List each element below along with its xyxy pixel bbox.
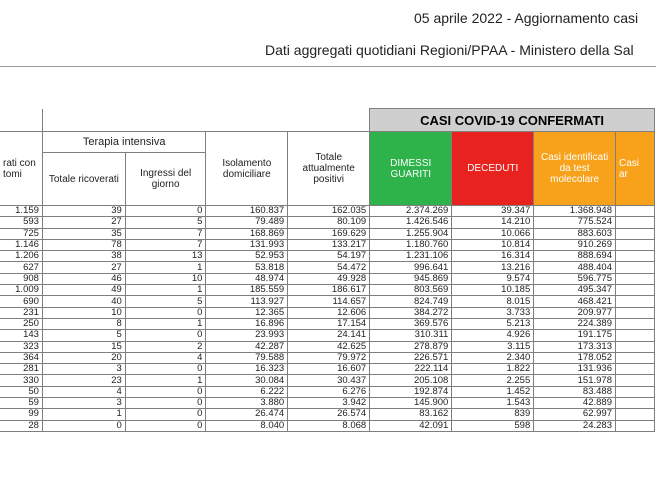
table-cell: 2.255 [452,375,534,386]
table-row [0,251,655,262]
table-cell: 48.974 [206,273,288,284]
table-cell: 143 [0,330,42,341]
table-cell: 2.374.269 [370,206,452,217]
blank-cell [0,109,42,132]
table-cell-cut [615,318,654,329]
table-cell-cut [615,364,654,375]
table-cell: 16.323 [206,364,288,375]
table-cell-cut [615,217,654,228]
table-cell: 160.837 [206,206,288,217]
table-cell: 83.162 [370,409,452,420]
table-cell: 78 [42,239,125,250]
table-cell-cut [615,352,654,363]
table-cell: 226.571 [370,352,452,363]
table-row [0,296,655,307]
table-cell: 488.404 [534,262,616,273]
header-totale-positivi: Totale attualmente positivi [288,132,370,206]
table-cell: 0 [125,398,206,409]
table-cell: 46 [42,273,125,284]
table-row [0,398,655,409]
table-row [0,352,655,363]
table-row [0,262,655,273]
table-cell: 23 [42,375,125,386]
table-cell: 468.421 [534,296,616,307]
table-cell: 5 [42,330,125,341]
table-cell: 330 [0,375,42,386]
table-cell: 281 [0,364,42,375]
report-source-subtitle: Dati aggregati quotidiani Regioni/PPAA - Ministero della Sal [265,42,634,58]
table-cell: 1 [125,285,206,296]
table-row [0,285,655,296]
table-row [0,420,655,431]
table-cell: 169.629 [288,228,370,239]
table-cell: 38 [42,251,125,262]
header-deceduti: DECEDUTI [452,132,534,206]
table-cell-cut [615,228,654,239]
table-cell: 593 [0,217,42,228]
table-row [0,307,655,318]
table-cell: 627 [0,262,42,273]
table-cell: 133.217 [288,239,370,250]
table-cell: 1.822 [452,364,534,375]
table-cell-cut [615,285,654,296]
table-cell: 14.210 [452,217,534,228]
table-cell: 39 [42,206,125,217]
table-cell: 62.997 [534,409,616,420]
table-row [0,330,655,341]
table-cell-cut [615,296,654,307]
table-cell: 231 [0,307,42,318]
table-cell: 323 [0,341,42,352]
table-row [0,273,655,284]
table-cell: 2 [125,341,206,352]
table-cell: 495.347 [534,285,616,296]
table-cell: 0 [42,420,125,431]
table-cell: 54.472 [288,262,370,273]
table-cell: 10 [125,273,206,284]
header-dimessi-guariti: DIMESSI GUARITI [370,132,452,206]
table-cell: 209.977 [534,307,616,318]
table-cell: 4 [125,352,206,363]
table-cell: 1.180.760 [370,239,452,250]
table-cell-cut [615,386,654,397]
table-cell: 0 [125,330,206,341]
table-cell: 222.114 [370,364,452,375]
table-cell: 1 [125,375,206,386]
table-cell: 1.231.106 [370,251,452,262]
table-cell-cut [615,409,654,420]
covid-cases-table [0,108,655,432]
table-cell: 3.115 [452,341,534,352]
table-cell: 7 [125,228,206,239]
table-row [0,217,655,228]
table-cell: 824.749 [370,296,452,307]
table-cell: 162.035 [288,206,370,217]
table-row [0,386,655,397]
table-cell: 9.574 [452,273,534,284]
header-ti-ingressi: Ingressi del giorno [125,153,206,206]
table-cell: 24.141 [288,330,370,341]
table-cell: 3 [42,398,125,409]
table-cell: 79.489 [206,217,288,228]
table-cell: 178.052 [534,352,616,363]
table-cell: 3.733 [452,307,534,318]
table-cell: 6.276 [288,386,370,397]
table-cell: 0 [125,409,206,420]
table-cell: 151.978 [534,375,616,386]
table-cell: 1.426.546 [370,217,452,228]
header-divider [0,66,656,67]
table-cell: 23.993 [206,330,288,341]
table-cell: 8 [42,318,125,329]
table-cell-cut [615,341,654,352]
table-cell: 0 [125,307,206,318]
table-cell: 40 [42,296,125,307]
table-cell: 8.040 [206,420,288,431]
table-cell: 54.197 [288,251,370,262]
header-ti-totale: Totale ricoverati [42,153,125,206]
table-cell: 384.272 [370,307,452,318]
confirmed-cases-title: CASI COVID-19 CONFERMATI [370,109,655,132]
table-cell: 24.283 [534,420,616,431]
table-cell: 1.255.904 [370,228,452,239]
table-cell: 17.154 [288,318,370,329]
table-cell: 369.576 [370,318,452,329]
table-cell: 79.972 [288,352,370,363]
table-row [0,409,655,420]
table-cell: 131.993 [206,239,288,250]
table-cell: 30.084 [206,375,288,386]
table-cell-cut [615,239,654,250]
table-cell: 1.543 [452,398,534,409]
table-cell: 1.146 [0,239,42,250]
table-cell: 53.818 [206,262,288,273]
table-cell: 0 [125,206,206,217]
report-date-title: 05 aprile 2022 - Aggiornamento casi [414,10,639,26]
table-cell: 114.657 [288,296,370,307]
table-row [0,318,655,329]
table-cell: 803.569 [370,285,452,296]
table-cell: 945.869 [370,273,452,284]
table-row [0,364,655,375]
header-terapia-intensiva: Terapia intensiva [42,132,206,153]
table-cell: 30.437 [288,375,370,386]
table-cell: 49.928 [288,273,370,284]
table-cell: 1 [125,318,206,329]
table-cell: 224.389 [534,318,616,329]
table-cell: 908 [0,273,42,284]
table-cell: 205.108 [370,375,452,386]
table-cell: 27 [42,217,125,228]
table-cell: 49 [42,285,125,296]
table-cell: 42.625 [288,341,370,352]
table-cell: 26.574 [288,409,370,420]
table-cell: 839 [452,409,534,420]
table-cell: 775.524 [534,217,616,228]
table-cell: 5 [125,217,206,228]
table-cell: 13.216 [452,262,534,273]
table-cell: 83.488 [534,386,616,397]
table-cell: 28 [0,420,42,431]
table-cell: 35 [42,228,125,239]
table-cell: 910.269 [534,239,616,250]
table-cell: 10.066 [452,228,534,239]
table-cell: 15 [42,341,125,352]
table-cell: 1 [125,262,206,273]
table-cell: 1.159 [0,206,42,217]
table-cell: 13 [125,251,206,262]
table-cell: 996.641 [370,262,452,273]
table-cell: 725 [0,228,42,239]
table-cell-cut [615,262,654,273]
table-cell: 4 [42,386,125,397]
table-row [0,341,655,352]
table-cell: 0 [125,386,206,397]
table-cell: 0 [125,420,206,431]
header-isolamento: Isolamento domiciliare [206,132,288,206]
table-row [0,228,655,239]
table-cell: 52.953 [206,251,288,262]
table-cell-cut [615,420,654,431]
table-cell: 8.015 [452,296,534,307]
table-cell: 278.879 [370,341,452,352]
table-cell: 7 [125,239,206,250]
blank-cell [42,109,369,132]
table-cell: 99 [0,409,42,420]
table-cell: 168.869 [206,228,288,239]
table-cell: 888.694 [534,251,616,262]
table-cell-cut [615,330,654,341]
table-cell: 12.606 [288,307,370,318]
table-cell: 690 [0,296,42,307]
table-cell: 42.287 [206,341,288,352]
table-cell: 16.314 [452,251,534,262]
table-cell: 173.313 [534,341,616,352]
table-cell: 10 [42,307,125,318]
table-cell: 3.942 [288,398,370,409]
table-cell: 131.936 [534,364,616,375]
table-cell: 1.452 [452,386,534,397]
table-cell: 16.607 [288,364,370,375]
table-cell: 2.340 [452,352,534,363]
table-cell-cut [615,273,654,284]
table-cell-cut [615,375,654,386]
table-cell: 5.213 [452,318,534,329]
header-casi-antigenico: Casi ar [615,132,654,206]
table-cell-cut [615,251,654,262]
table-cell: 596.775 [534,273,616,284]
table-cell: 250 [0,318,42,329]
table-cell: 4.926 [452,330,534,341]
table-cell: 27 [42,262,125,273]
table-cell: 39.347 [452,206,534,217]
table-cell: 42.091 [370,420,452,431]
table-cell: 12.365 [206,307,288,318]
table-cell: 26.474 [206,409,288,420]
header-casi-molecolare: Casi identificati da test molecolare [534,132,616,206]
table-cell: 883.603 [534,228,616,239]
table-cell: 10.185 [452,285,534,296]
table-cell: 42.889 [534,398,616,409]
table-cell: 3.880 [206,398,288,409]
table-cell: 59 [0,398,42,409]
table-row [0,239,655,250]
table-cell: 191.175 [534,330,616,341]
table-cell: 3 [42,364,125,375]
table-cell: 50 [0,386,42,397]
table-cell: 0 [125,364,206,375]
table-cell: 16.896 [206,318,288,329]
table-cell: 20 [42,352,125,363]
table-cell: 1.368.948 [534,206,616,217]
table-cell: 145.900 [370,398,452,409]
table-cell: 80.109 [288,217,370,228]
table-cell-cut [615,307,654,318]
table-cell: 5 [125,296,206,307]
table-cell-cut [615,398,654,409]
table-cell: 1.206 [0,251,42,262]
table-cell: 113.927 [206,296,288,307]
table-cell: 1 [42,409,125,420]
table-cell: 192.874 [370,386,452,397]
table-cell: 186.617 [288,285,370,296]
table-cell: 1.009 [0,285,42,296]
table-cell: 310.311 [370,330,452,341]
table-cell: 8.068 [288,420,370,431]
table-cell-cut [615,206,654,217]
table-row [0,206,655,217]
table-cell: 364 [0,352,42,363]
table-cell: 10.814 [452,239,534,250]
header-ricoverati-sintomi: rati con tomi [0,132,42,206]
table-cell: 185.559 [206,285,288,296]
table-cell: 6.222 [206,386,288,397]
table-row [0,375,655,386]
table-cell: 598 [452,420,534,431]
table-cell: 79.588 [206,352,288,363]
